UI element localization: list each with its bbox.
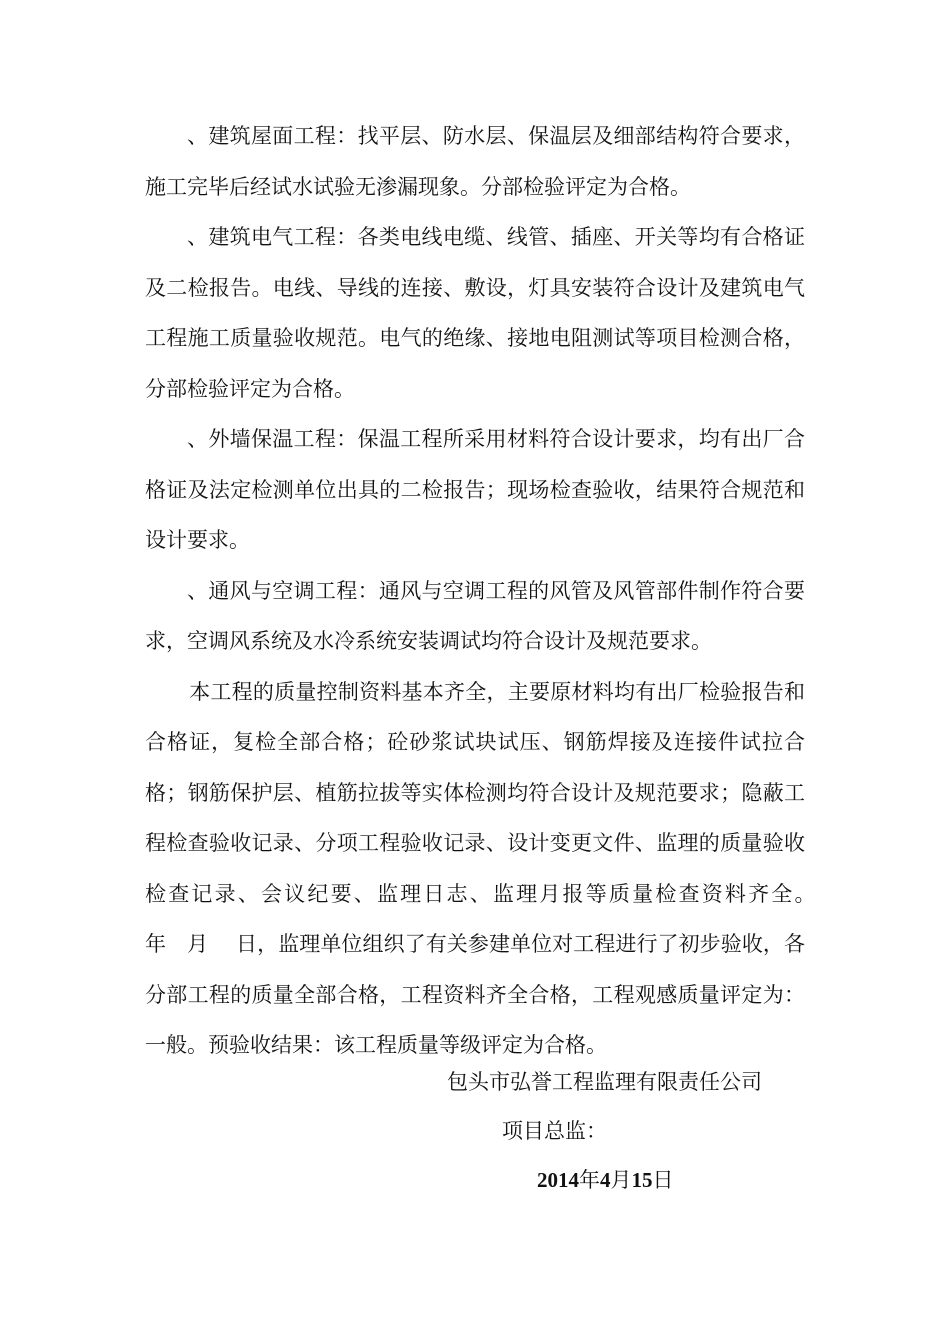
date-month-unit: 月 xyxy=(610,1168,632,1192)
section-hvac-paragraph: 、通风与空调工程：通风与空调工程的风管及风管部件制作符合要求，空调风系统及水冷系统安装调试均符合设计及规范要求。 xyxy=(145,578,805,653)
section-insulation-paragraph: 、外墙保温工程：保温工程所采用材料符合设计要求，均有出厂合格证及法定检测单位出具的二检报告；现场检查验收，结果符合规范和设计要求。 xyxy=(145,427,805,552)
signature-date xyxy=(537,1160,674,1200)
date-year: 2014 xyxy=(537,1168,579,1192)
conclusion-paragraph: 本工程的质量控制资料基本齐全，主要原材料均有出厂检验报告和合格证，复检全部合格；砼砂浆试块试压、钢筋焊接及连接件试拉合格；钢筋保护层、植筋拉拔等实体检测均符合设计及规范要求；隐蔽工程检查验收记录、分项工程验收记录、设计变更文件、监理的质量验收检查记录、会议纪要、监理日志、监理月报等质量检查资料齐全。 年 月 日，监理单位组织了有关参建单位对工程进行了初步验收，各分部工程的质量全部合格，工程资料齐全合格，工程观感质量评定为：一般。预验收结果：该工程质量等级评定为合格。 xyxy=(145,679,868,1057)
company-name: 包头市弘誉工程监理有限责任公司 xyxy=(447,1070,762,1094)
project-director-label: 项目总监： xyxy=(502,1119,607,1143)
section-electrical-paragraph: 、建筑电气工程：各类电线电缆、线管、插座、开关等均有合格证及二检报告。电线、导线的连接、敷设，灯具安装符合设计及建筑电气工程施工质量验收规范。电气的绝缘、接地电阻测试等项目检测合格，分部检验评定为合格。 xyxy=(145,225,805,401)
date-day: 15 xyxy=(631,1168,653,1192)
date-month: 4 xyxy=(600,1168,611,1192)
section-roofing-paragraph: 、建筑屋面工程：找平层、防水层、保温层及细部结构符合要求，施工完毕后经试水试验无渗漏现象。分部检验评定为合格。 xyxy=(145,124,805,199)
report-body xyxy=(145,111,868,1071)
date-day-unit: 日 xyxy=(652,1168,674,1192)
date-year-unit: 年 xyxy=(579,1168,600,1192)
